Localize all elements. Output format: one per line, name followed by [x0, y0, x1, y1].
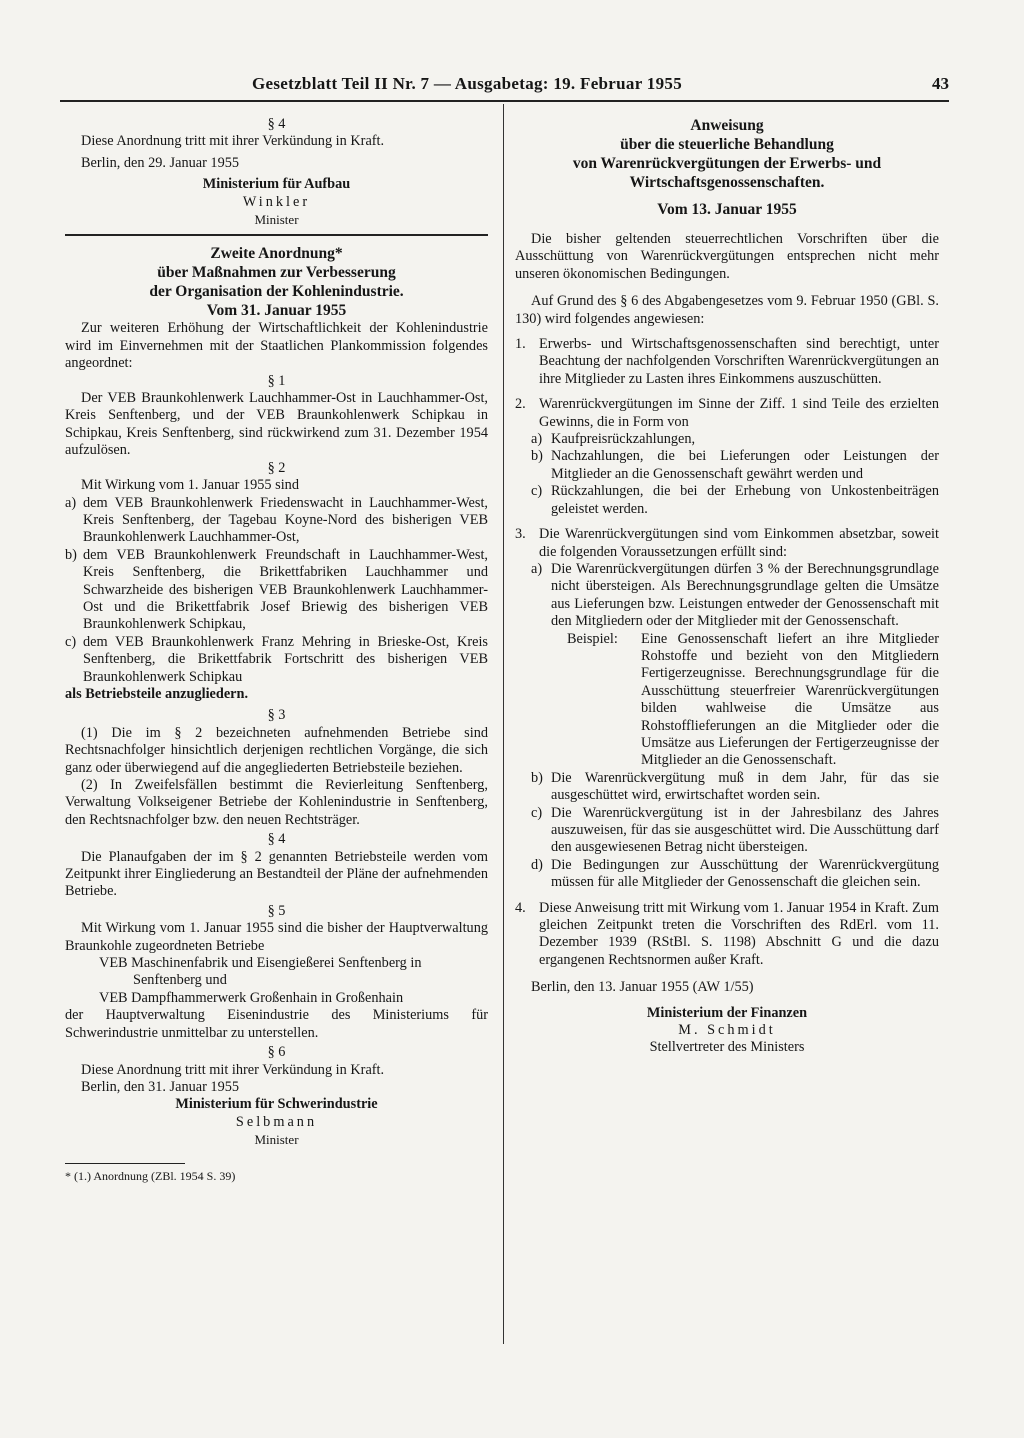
prev-place-date: Berlin, den 29. Januar 1955	[81, 154, 240, 171]
title-line-3: der Organisation der Kohlenindustrie.	[149, 283, 404, 301]
point-4	[515, 900, 939, 970]
header-title: Gesetzblatt Teil II Nr. 7 — Ausgabetag: 19. Februar 1955	[252, 74, 682, 93]
point-3-item-b	[515, 770, 939, 805]
point-label: 3.	[515, 526, 526, 543]
section-separator	[65, 234, 488, 236]
point-1	[515, 336, 939, 388]
point-2-item-b	[515, 448, 939, 483]
page-number: 43	[932, 74, 949, 93]
item-label: b)	[531, 448, 543, 465]
s3-paragraph-2: (2) In Zweifelsfällen bestimmt die Revierleitung Senftenberg, Verwaltung Volkseigener Betriebe der Kohlenindustrie in Senftenberg, den Rechtsnachfolger bzw. den neuen Rechtsträger.	[65, 777, 488, 828]
title-line-2: über die steuerliche Behandlung	[620, 136, 834, 153]
s2-item-b	[65, 547, 488, 634]
s6-ministry: Ministerium für Schwerindustrie	[175, 1096, 378, 1113]
item-text: dem VEB Braunkohlenwerk Franz Mehring in Brieske-Ost, Kreis Senftenberg, die Brikettfabrik Fortschritt des bisherigen VEB Braunkohlenwerk Schipkau	[83, 633, 488, 685]
title-line-2: über Maßnahmen zur Verbesserung	[157, 264, 396, 282]
point-3-item-a	[515, 561, 939, 631]
s6-heading: § 6	[267, 1044, 286, 1061]
right-ministry: Ministerium der Finanzen	[646, 1004, 808, 1021]
item-label: a)	[531, 560, 543, 577]
s4-heading: § 4	[267, 831, 286, 848]
prev-section-heading: § 4	[267, 116, 286, 132]
point-label: 4.	[515, 899, 526, 916]
s5-outro: der Hauptverwaltung Eisenindustrie des Ministeriums für Schwerindustrie unmittelbar zu unterstellen.	[65, 1007, 488, 1041]
right-paragraph-2: Auf Grund des § 6 des Abgabengesetzes vom 9. Februar 1950 (GBl. S. 130) wird folgendes angewiesen:	[515, 293, 939, 327]
point-text: Erwerbs- und Wirtschaftsgenossenschaften sind berechtigt, unter Beachtung der nachfolgenden Vorschriften Warenrückvergütungen an ihre Mitglieder zu Lasten ihres Einkommens auszuschütten.	[539, 336, 939, 387]
point-2-item-a	[515, 431, 939, 448]
s5-heading: § 5	[267, 902, 286, 919]
s5-intro: Mit Wirkung vom 1. Januar 1955 sind die bisher der Hauptverwaltung Braunkohle zugeordneten Betriebe	[65, 920, 488, 954]
item-text: Nachzahlungen, die bei Lieferungen oder Leistungen der Mitglieder an die Genossenschaft gewährt werden und	[551, 448, 939, 482]
s6-signer: Selbmann	[235, 1113, 318, 1130]
point-text: Warenrückvergütungen im Sinne der Ziff. 1 sind Teile des erzielten Gewinns, die in Form von	[539, 396, 939, 430]
item-label: a)	[531, 431, 543, 448]
column-divider	[503, 104, 504, 1344]
item-label: c)	[531, 483, 543, 500]
s5-entry-1: VEB Maschinenfabrik und Eisengießerei Senftenberg in Senftenberg und	[99, 955, 422, 989]
right-signer: M. Schmidt	[678, 1022, 776, 1039]
item-text: Die Warenrückvergütung muß in dem Jahr, für das sie ausgeschüttet wird, erwirtschaftet worden sein.	[551, 769, 939, 804]
s3-heading: § 3	[267, 707, 286, 724]
s5-entry-2: VEB Dampfhammerwerk Großenhain in Großenhain	[99, 989, 404, 1006]
point-text: Die Warenrückvergütungen sind vom Einkommen absetzbar, soweit die folgenden Voraussetzungen erfüllt sind:	[539, 526, 939, 560]
footnote: * (1.) Anordnung (ZBl. 1954 S. 39)	[65, 1168, 236, 1183]
footnote-rule	[65, 1163, 185, 1164]
point-2	[515, 396, 939, 431]
title-line-1: Zweite Anordnung*	[210, 245, 343, 263]
item-text: Kaufpreisrückzahlungen,	[551, 431, 696, 448]
s2-item-a	[65, 495, 488, 547]
example-text: Eine Genossenschaft liefert an ihre Mitglieder Rohstoffe und bezieht von den Mitgliedern Fertigerzeugnisse. Berechnungsgrundlage für die Ausschüttung steuerfreier Warenrückvergütungen bilden wahlweise die Umsätze aus Rohstofflieferungen an die Mitglieder oder die Umsätze aus Lieferungen der Fertigerzeugnisse der Mitglieder an die Genossenschaft.	[641, 630, 939, 769]
document-title	[65, 244, 488, 320]
s6-signer-title: Minister	[254, 1132, 299, 1148]
right-place-date: Berlin, den 13. Januar 1955 (AW 1/55)	[531, 979, 754, 996]
prev-ministry: Ministerium für Aufbau	[202, 176, 351, 193]
s1-heading: § 1	[267, 372, 286, 389]
s1-text: Der VEB Braunkohlenwerk Lauchhammer-Ost in Lauchhammer-Ost, Kreis Senftenberg, und der VEB Braunkohlenwerk Schipkau in Schipkau, Kreis Senftenberg, sind rückwirkend zum 31. Dezember 1954 aufzulösen.	[65, 390, 488, 459]
point-3	[515, 526, 939, 561]
s2-item-c	[65, 634, 488, 686]
example-block	[515, 631, 939, 770]
example-label: Beispiel:	[567, 630, 618, 647]
right-signer-title: Stellvertreter des Ministers	[649, 1039, 805, 1056]
s3-paragraph-1: (1) Die im § 2 bezeichneten aufnehmenden Betriebe sind Rechtsnachfolger hinsichtlich derjenigen rechtlichen Vorgänge, die sich ganz oder überwiegend auf die angegliederten Betriebsteile beziehen.	[65, 724, 488, 776]
prev-signer-title: Minister	[254, 212, 299, 228]
left-column	[65, 116, 488, 1185]
s4-text: Die Planaufgaben der im § 2 genannten Betriebsteile werden vom Zeitpunkt ihrer Eingliederung an Bestandteil der Pläne der aufnehmenden Betriebe.	[65, 848, 488, 900]
intro-paragraph: Zur weiteren Erhöhung der Wirtschaftlichkeit der Kohlenindustrie wird im Einvernehmen mit der Staatlichen Plankommission folgendes angeordnet:	[65, 320, 488, 372]
right-paragraph-1: Die bisher geltenden steuerrechtlichen Vorschriften über die Ausschüttung von Warenrückvergütungen entsprechen nicht mehr unseren ökonomischen Bedingungen.	[515, 231, 939, 282]
item-label: b)	[531, 769, 543, 786]
item-label: a)	[65, 494, 77, 511]
point-label: 1.	[515, 336, 526, 353]
title-date: Vom 13. Januar 1955	[657, 201, 797, 218]
item-text: Die Bedingungen zur Ausschüttung der Warenrückvergütung müssen für alle Mitglieder der Genossenschaft die gleichen sein.	[551, 856, 939, 891]
point-text: Diese Anweisung tritt mit Wirkung vom 1. Januar 1954 in Kraft. Zum gleichen Zeitpunkt treten die Vorschriften des RdErl. vom 11. Dezember 1939 (RStBl. S. 1198) Abschnitt G und die dazu ergangenen Rechtsnormen außer Kraft.	[539, 899, 939, 968]
point-label: 2.	[515, 396, 526, 413]
item-label: c)	[65, 633, 77, 650]
prev-section-text: Diese Anordnung tritt mit ihrer Verkündung in Kraft.	[81, 133, 385, 150]
point-3-item-d	[515, 857, 939, 892]
s2-outro: als Betriebsteile anzugliedern.	[65, 685, 249, 702]
item-label: b)	[65, 546, 77, 563]
point-2-item-c	[515, 483, 939, 518]
s2-heading: § 2	[267, 459, 286, 476]
item-label: d)	[531, 856, 543, 873]
item-label: c)	[531, 804, 543, 821]
title-line-3: von Warenrückvergütungen der Erwerbs- und	[572, 155, 882, 172]
s6-text: Diese Anordnung tritt mit ihrer Verkündung in Kraft.	[81, 1061, 385, 1078]
item-text: dem VEB Braunkohlenwerk Friedenswacht in Lauchhammer-West, Kreis Senftenberg, der Tagebau Koyne-Nord des bisherigen VEB Braunkohlenwerk Lauchhammer-Ost,	[83, 494, 488, 546]
prev-signer: Winkler	[242, 193, 311, 210]
item-text: dem VEB Braunkohlenwerk Freundschaft in Lauchhammer-West, Kreis Senftenberg, die Brikettfabriken Lauchhammer und Schwarzheide des bisherigen VEB Braunkohlenwerk Lauchhammer-Ost und die Brikettfabrik Josef Briewig des bisherigen VEB Braunkohlenwerk Schipkau,	[83, 546, 488, 633]
title-line-4: Wirtschaftsgenossenschaften.	[629, 174, 825, 191]
point-3-item-c	[515, 805, 939, 857]
item-text: Die Warenrückvergütung ist in der Jahresbilanz des Jahres auszuweisen, für das sie ausgeschüttet wird. Die Ausschüttung darf den ausgewiesenen Betrag nicht übersteigen.	[551, 804, 939, 856]
s6-place-date: Berlin, den 31. Januar 1955	[81, 1078, 240, 1095]
instruction-title	[515, 116, 939, 219]
right-column	[515, 116, 939, 1057]
s2-intro: Mit Wirkung vom 1. Januar 1955 sind	[81, 477, 299, 494]
title-date: Vom 31. Januar 1955	[206, 302, 347, 320]
title-line-1: Anweisung	[690, 117, 764, 134]
page-header	[60, 70, 949, 102]
item-text: Die Warenrückvergütungen dürfen 3 % der Berechnungsgrundlage nicht übersteigen. Als Berechnungsgrundlage gelten die Umsätze aus Lieferungen bzw. Leistungen entweder der Genossenschaft mit den Mitgliedern oder der Mitglieder mit der Genossenschaft.	[551, 560, 939, 630]
item-text: Rückzahlungen, die bei der Erhebung von Unkostenbeiträgen geleistet werden.	[551, 483, 939, 517]
